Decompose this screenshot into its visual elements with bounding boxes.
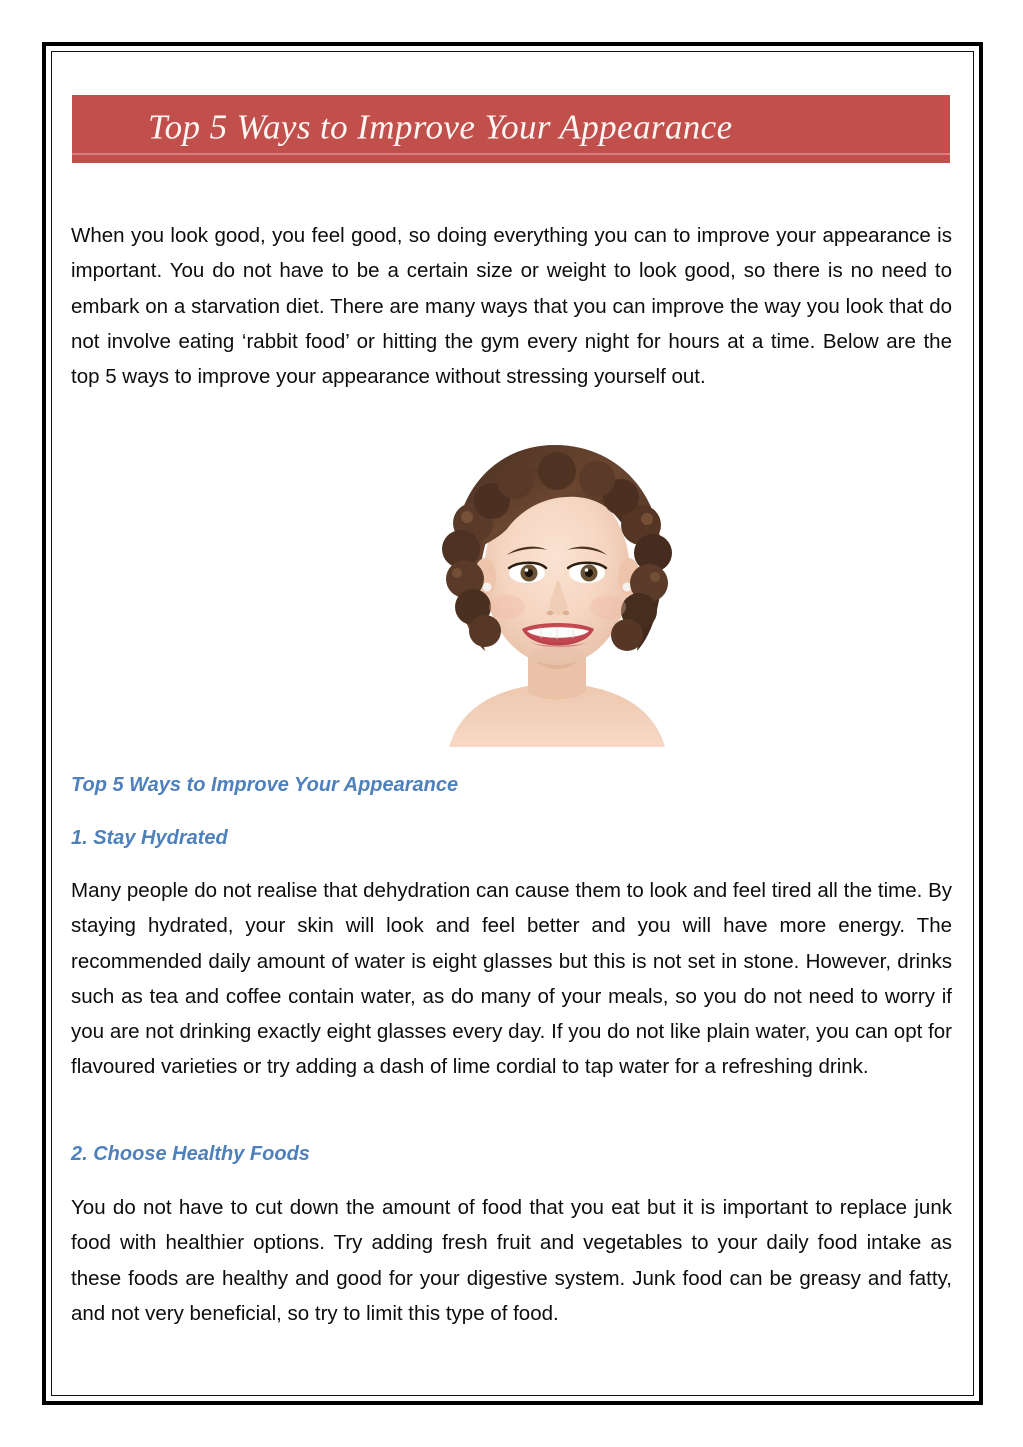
page-title: Top 5 Ways to Improve Your Appearance xyxy=(148,107,733,147)
section-heading: Top 5 Ways to Improve Your Appearance xyxy=(71,774,459,796)
smiling-woman-portrait xyxy=(389,437,725,747)
section-1-paragraph: Many people do not realise that dehydration can cause them to look and feel tired all the time. By staying hydrated, your skin will look and feel better and you will have more energy. The recommended daily amount of water is eight glasses but this is not set in stone. However, drinks such as tea and coffee contain water, as do many of your meals, so you do not need to worry if you are not drinking exactly eight glasses every day. If you do not like plain water, you can opt for flavoured varieties or try adding a dash of lime cordial to tap water for a refreshing drink. xyxy=(71,879,952,1079)
section-1-heading: 1. Stay Hydrated xyxy=(71,827,228,849)
intro-paragraph: When you look good, you feel good, so doing everything you can to improve your appearance is important. You do not have to be a certain size or weight to look good, so there is no need to embark on a starvation diet. There are many ways that you can improve the way you look that do not involve eating ‘rabbit food’ or hitting the gym every night for hours at a time. Below are the top 5 ways to improve your appearance without stressing yourself out. xyxy=(71,224,952,389)
section-2-paragraph: You do not have to cut down the amount of food that you eat but it is important to replace junk food with healthier options. Try adding fresh fruit and vegetables to your daily food intake as these foods are healthy and good for your digestive system. Junk food can be greasy and fatty, and not very beneficial, so try to limit this type of food. xyxy=(71,1196,952,1325)
document-content xyxy=(71,0,952,1447)
banner-accent-rule xyxy=(72,153,950,155)
title-banner xyxy=(72,95,950,163)
section-2-heading: 2. Choose Healthy Foods xyxy=(71,1143,310,1165)
